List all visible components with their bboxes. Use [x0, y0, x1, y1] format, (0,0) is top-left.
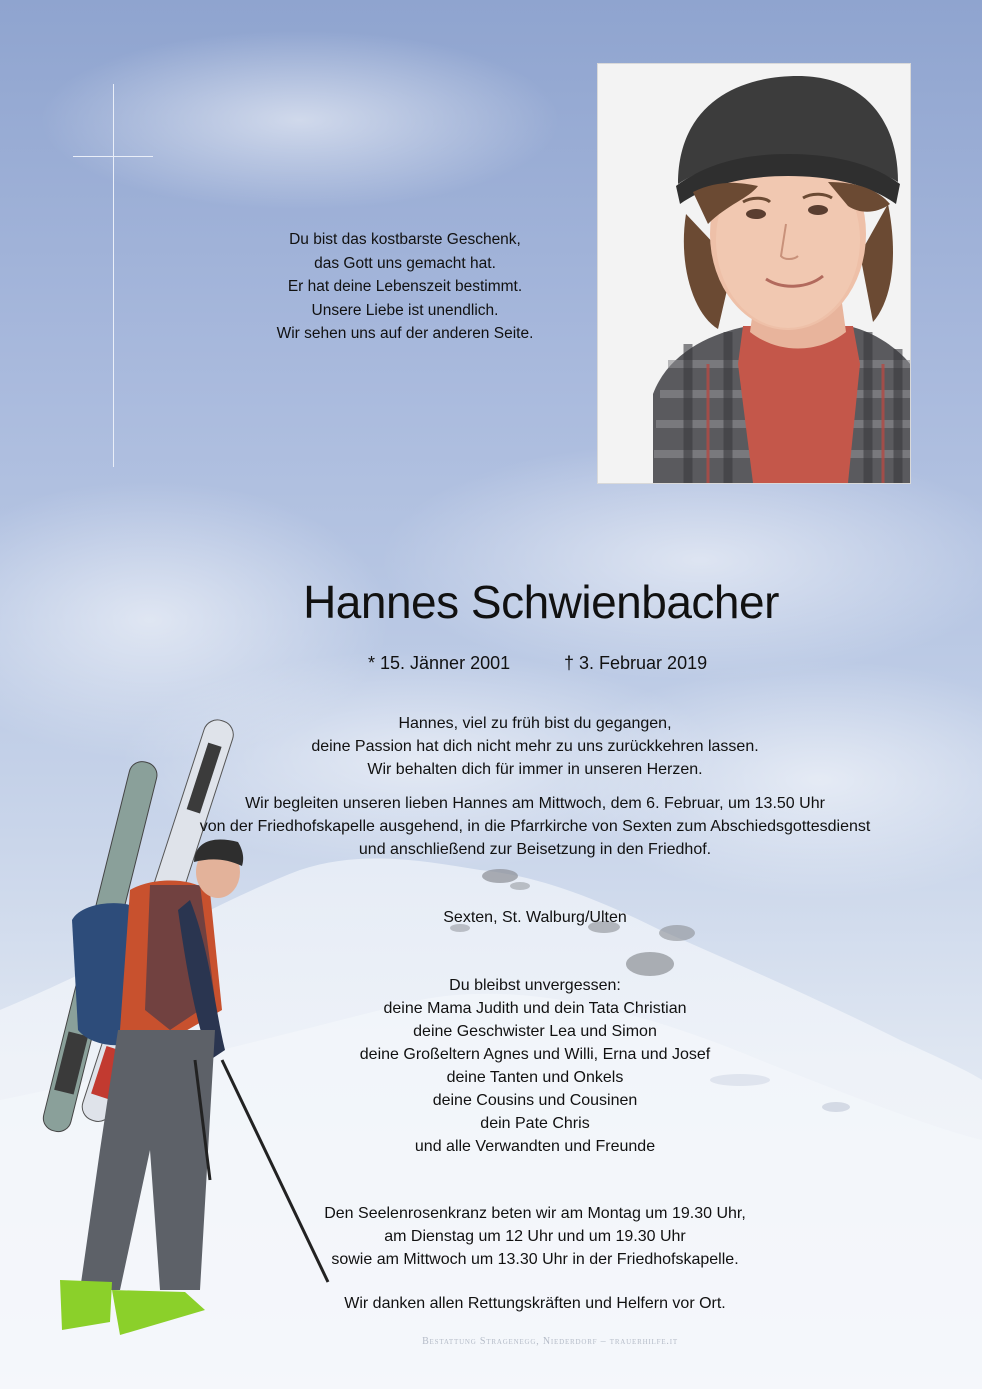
thanks-line: Wir danken allen Rettungskräften und Helfern vor Ort. — [344, 1295, 726, 1312]
thanks-text — [160, 1292, 910, 1315]
funeral-line: und anschließend zur Beisetzung in den Friedhof. — [358, 841, 712, 858]
memorial-cross — [73, 84, 153, 467]
death-date: † 3. Februar 2019 — [564, 653, 708, 673]
funeral-line: Wir begleiten unseren lieben Hannes am Mittwoch, dem 6. Februar, um 13.50 Uhr — [245, 795, 825, 812]
farewell-line: Hannes, viel zu früh bist du gegangen, — [398, 715, 672, 732]
mourner-line: Du bleibst unvergessen: — [449, 977, 621, 994]
funeral-text — [160, 792, 910, 861]
memorial-verse — [240, 228, 570, 346]
rosary-text — [160, 1202, 910, 1271]
verse-line: das Gott uns gemacht hat. — [314, 254, 496, 272]
mourner-line: deine Cousins und Cousinen — [432, 1092, 638, 1109]
mourner-line: und alle Verwandten und Freunde — [414, 1138, 656, 1155]
place-line: Sexten, St. Walburg/Ulten — [443, 909, 627, 926]
footer-credit: Bestattung Stragenegg, Niederdorf – trauerhilfe.it — [422, 1336, 678, 1347]
rosary-line: am Dienstag um 12 Uhr und um 19.30 Uhr — [384, 1228, 686, 1245]
verse-line: Er hat deine Lebenszeit bestimmt. — [287, 278, 523, 295]
farewell-line: deine Passion hat dich nicht mehr zu uns zurückkehren lassen. — [311, 738, 759, 755]
rosary-line: Den Seelenrosenkranz beten wir am Montag um 19.30 Uhr, — [324, 1205, 746, 1222]
mourner-line: deine Mama Judith und dein Tata Christian — [383, 1000, 687, 1017]
place-text — [160, 906, 910, 929]
mourners-list — [160, 974, 910, 1158]
mourner-line: deine Großeltern Agnes und Willi, Erna und Josef — [359, 1046, 711, 1063]
verse-line: Unsere Liebe ist unendlich. — [311, 301, 499, 319]
mourner-line: deine Geschwister Lea und Simon — [413, 1023, 657, 1040]
verse-line: Du bist das kostbarste Geschenk, — [289, 231, 521, 248]
mourner-line: deine Tanten und Onkels — [446, 1069, 624, 1086]
funeral-line: von der Friedhofskapelle ausgehend, in die Pfarrkirche von Sexten zum Abschiedsgottesdienst — [199, 818, 871, 835]
life-dates — [368, 650, 768, 676]
farewell-text — [160, 712, 910, 781]
rosary-line: sowie am Mittwoch um 13.30 Uhr in der Friedhofskapelle. — [331, 1251, 739, 1268]
mourner-line: dein Pate Chris — [480, 1115, 590, 1132]
verse-line: Wir sehen uns auf der anderen Seite. — [276, 325, 534, 342]
portrait-photo — [597, 63, 911, 484]
deceased-name: Hannes Schwienbacher — [303, 576, 779, 628]
birth-date: * 15. Jänner 2001 — [368, 653, 511, 673]
farewell-line: Wir behalten dich für immer in unseren Herzen. — [367, 761, 703, 778]
